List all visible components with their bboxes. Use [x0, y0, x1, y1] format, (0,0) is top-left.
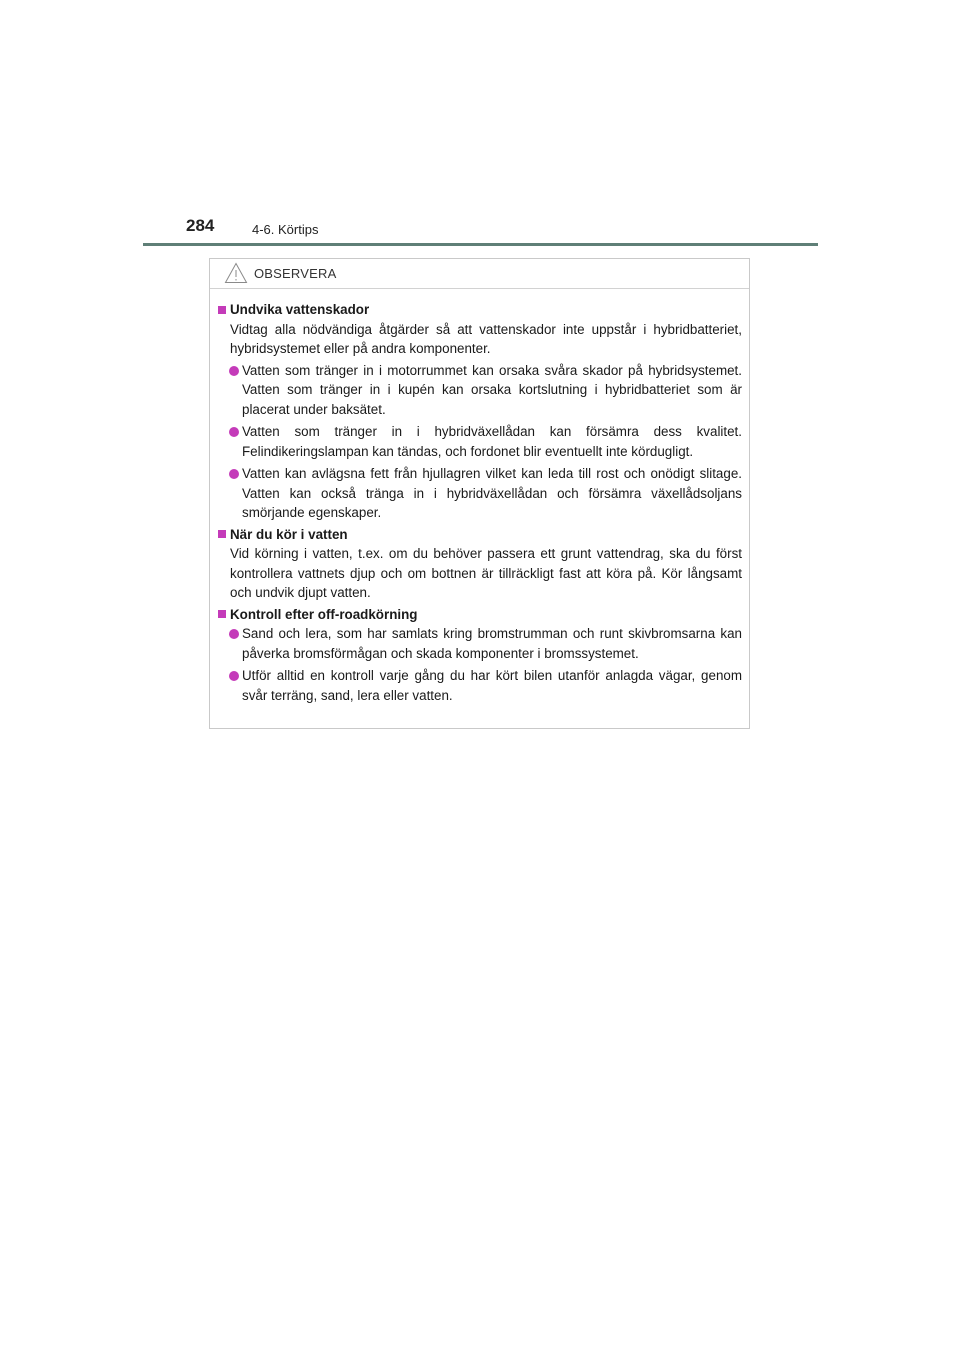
notice-header — [210, 259, 749, 289]
section-heading: När du kör i vatten — [218, 525, 742, 545]
square-bullet-icon — [218, 306, 226, 314]
circle-bullet-icon — [229, 469, 239, 479]
circle-bullet-icon — [229, 366, 239, 376]
section-title: 4-6. Körtips — [252, 222, 319, 237]
circle-bullet-icon — [229, 671, 239, 681]
section-text: Vid körning i vatten, t.ex. om du behöver passera ett grunt vattendrag, ska du först kontrollera vattnets djup och om bottnen är tillräckligt fast att köra på. Kör långsamt och undvik djupt vatten. — [230, 546, 742, 600]
list-item: Utför alltid en kontroll varje gång du har kört bilen utanför anlagda vägar, genom svår terräng, sand, lera eller vatten. — [218, 666, 742, 705]
circle-bullet-icon — [229, 629, 239, 639]
list-item: Vatten som tränger in i motorrummet kan orsaka svåra skador på hybridsystemet. Vatten som tränger in i kupén kan orsaka kortslutning i hybridbatteriet som är placerat under baksätet. — [218, 361, 742, 420]
square-bullet-icon — [218, 610, 226, 618]
section-heading: Kontroll efter off-roadkörning — [218, 605, 742, 625]
list-item: Vatten som tränger in i hybridväxellådan kan försämra dess kvalitet. Felindikeringslampan kan tändas, och fordonet blir eventuellt inte kördugligt. — [218, 422, 742, 461]
notice-label: OBSERVERA — [254, 266, 337, 281]
notice-body — [210, 289, 749, 705]
page-number: 284 — [186, 216, 215, 235]
circle-bullet-icon — [229, 427, 239, 437]
section-heading: Undvika vattenskador — [218, 300, 742, 320]
list-item: Vatten kan avlägsna fett från hjullagren vilket kan leda till rost och onödigt slitage. Vatten kan också tränga in i hybridväxellådan och försämra växellådsoljans smörjande egenskaper. — [218, 464, 742, 523]
header-rule — [143, 243, 818, 246]
square-bullet-icon — [218, 530, 226, 538]
section-text: Vidtag alla nödvändiga åtgärder så att vattenskador inte uppstår i hybridbatteriet, hybridsystemet eller på andra komponenter. — [230, 321, 742, 356]
list-item: Sand och lera, som har samlats kring bromstrumman och runt skivbromsarna kan påverka bromsförmågan och skada komponenter i bromssystemet. — [218, 624, 742, 663]
warning-triangle-icon — [224, 262, 248, 284]
notice-box — [209, 258, 750, 729]
